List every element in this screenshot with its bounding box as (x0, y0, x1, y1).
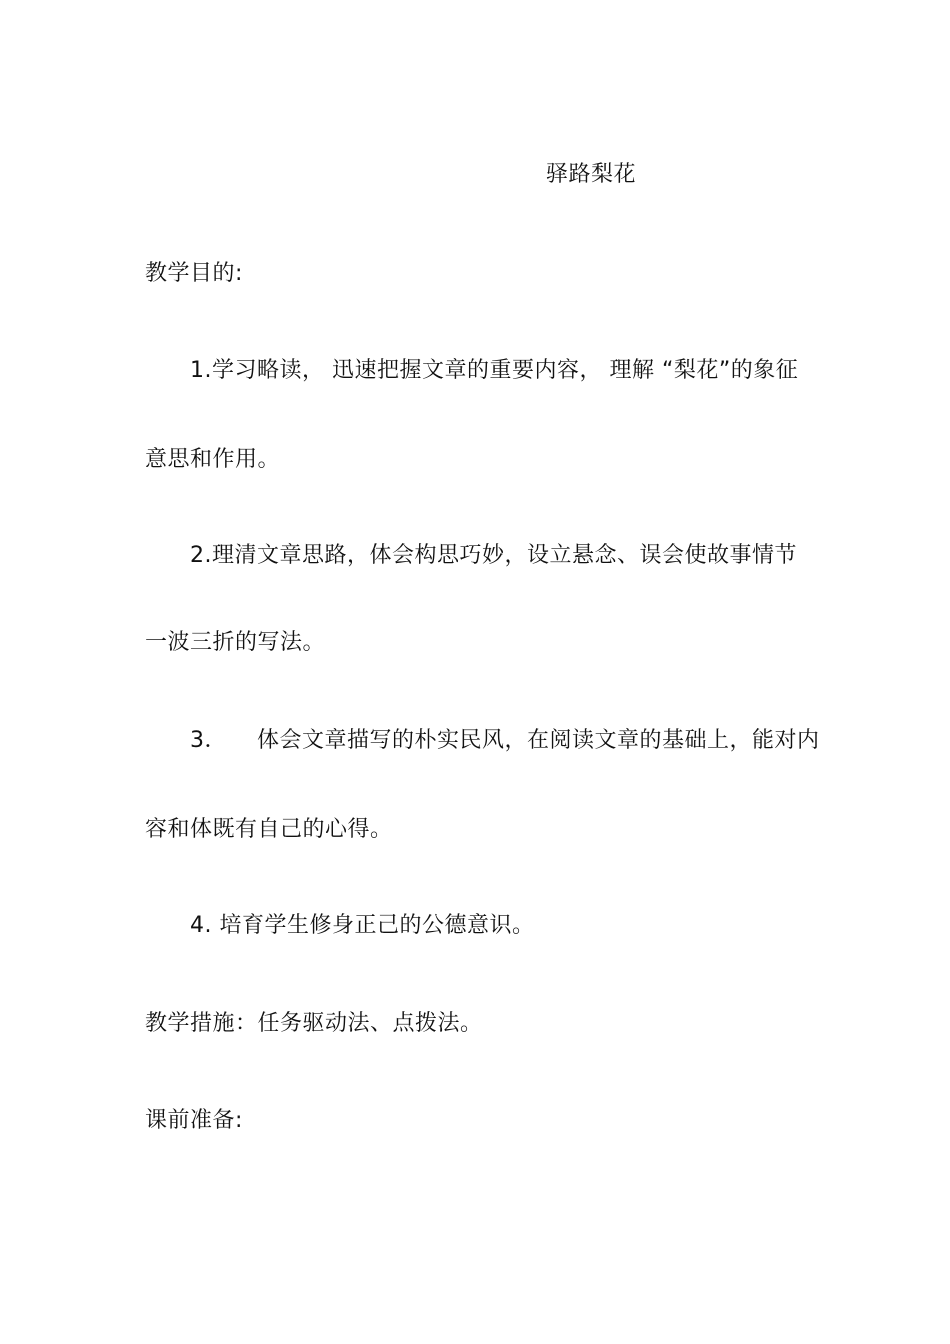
document-title: 驿路梨花 (546, 162, 637, 187)
objective-2-line-1: 2.理清文章思路，体会构思巧妙，设立悬念、误会使故事情节 (190, 543, 797, 568)
teaching-methods: 教学措施：任务驱动法、点拨法。 (145, 1011, 483, 1036)
preparation-heading: 课前准备: (145, 1108, 243, 1133)
objective-1-line-1: 1.学习略读， 迅速把握文章的重要内容， 理解 “梨花”的象征 (190, 358, 799, 383)
objective-3-line-1: 3． 体会文章描写的朴实民风，在阅读文章的基础上，能对内 (190, 728, 820, 753)
objectives-heading: 教学目的: (145, 261, 243, 286)
objective-3-line-2: 容和体既有自己的心得。 (145, 817, 393, 842)
objective-2-line-2: 一波三折的写法。 (145, 630, 326, 655)
objective-1-line-2: 意思和作用。 (145, 447, 281, 472)
objective-4: 4. 培育学生修身正己的公德意识。 (190, 913, 535, 938)
